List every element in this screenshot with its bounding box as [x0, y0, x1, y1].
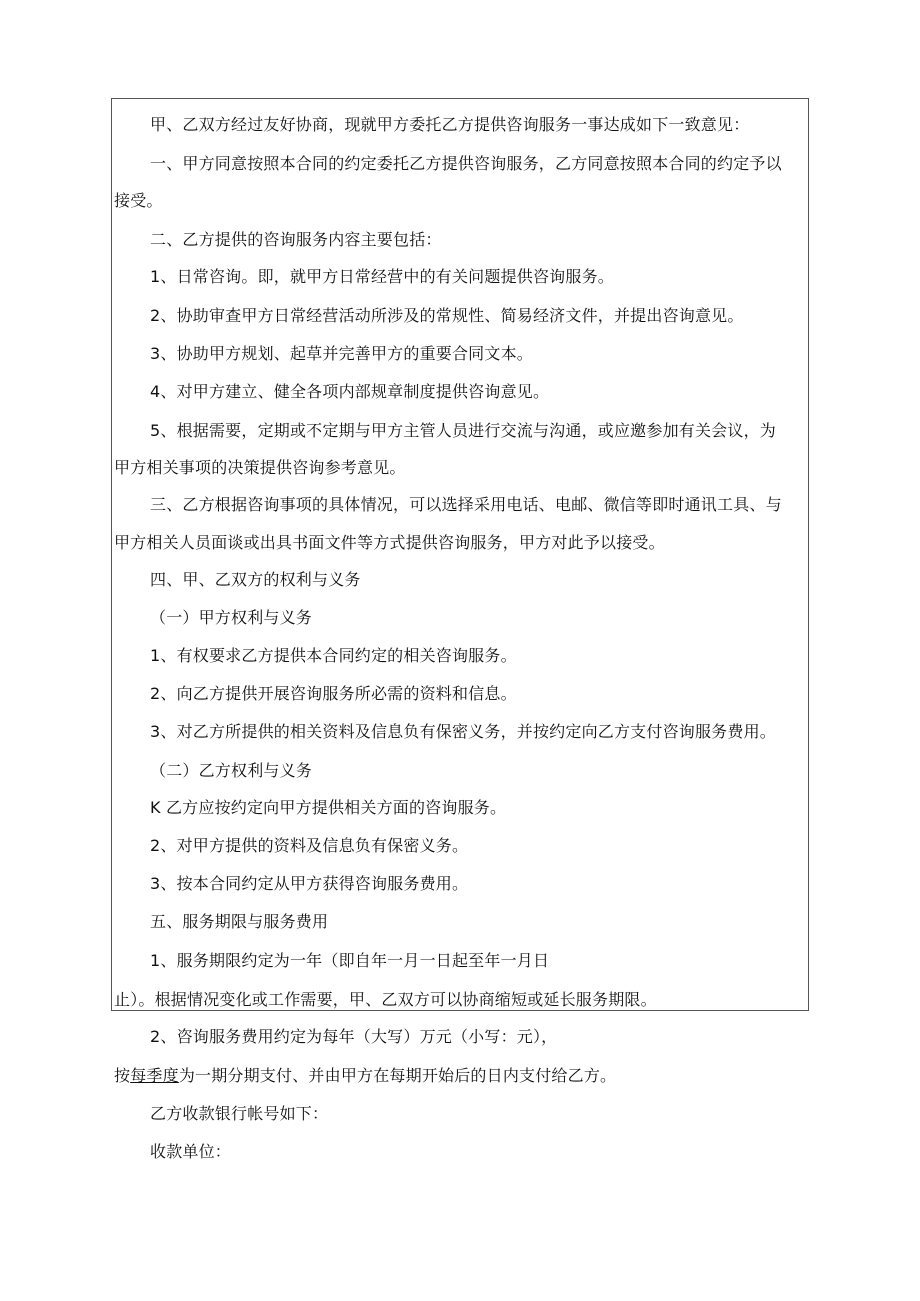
- clause-2-item-4: 4、对甲方建立、健全各项内部规章制度提供咨询意见。: [150, 382, 550, 401]
- payment-frequency-underlined: 每季度: [130, 1066, 179, 1085]
- clause-2-item-1: 1、日常咨询。即，就甲方日常经营中的有关问题提供咨询服务。: [150, 267, 614, 286]
- clause-5-item-1-line-2: 止）。根据情况变化或工作需要，甲、乙双方可以协商缩短或延长服务期限。: [114, 990, 657, 1009]
- payee-label: 收款单位：: [150, 1142, 232, 1161]
- clause-5-item-1-line-1: 1、服务期限约定为一年（即自年一月一日起至年一月日: [150, 951, 550, 970]
- party-a-item-1: 1、有权要求乙方提供本合同约定的相关咨询服务。: [150, 646, 517, 665]
- party-a-item-2: 2、向乙方提供开展咨询服务所必需的资料和信息。: [150, 684, 517, 703]
- clause-5-item-2-line-2: [114, 1066, 616, 1086]
- payment-suffix: 为一期分期支付、并由甲方在每期开始后的日内支付给乙方。: [178, 1066, 617, 1085]
- party-b-item-2: 2、对甲方提供的资料及信息负有保密义务。: [150, 836, 469, 855]
- clause-4-heading: 四、甲、乙双方的权利与义务: [150, 570, 361, 589]
- clause-2-item-5-line-1: 5、根据需要，定期或不定期与甲方主管人员进行交流与沟通，或应邀参加有关会议，为: [150, 421, 776, 440]
- clause-1-line-2: 接受。: [114, 191, 163, 210]
- clause-2-item-3: 3、协助甲方规划、起草并完善甲方的重要合同文本。: [150, 344, 533, 363]
- clause-2-item-2: 2、协助审查甲方日常经营活动所涉及的常规性、简易经济文件，并提出咨询意见。: [150, 306, 744, 325]
- clause-5-heading: 五、服务期限与服务费用: [150, 912, 329, 931]
- clause-3-line-2: 甲方相关人员面谈或出具书面文件等方式提供咨询服务，甲方对此予以接受。: [114, 533, 665, 552]
- clause-1-line-1: 一、甲方同意按照本合同的约定委托乙方提供咨询服务，乙方同意按照本合同的约定予以: [150, 154, 782, 173]
- clause-3-line-1: 三、乙方根据咨询事项的具体情况，可以选择采用电话、电邮、微信等即时通讯工具、与: [150, 495, 782, 514]
- intro-paragraph: 甲、乙双方经过友好协商，现就甲方委托乙方提供咨询服务一事达成如下一致意见：: [150, 115, 750, 134]
- party-b-item-3: 3、按本合同约定从甲方获得咨询服务费用。: [150, 874, 469, 893]
- clause-5-item-2-line-1: 2、咨询服务费用约定为每年（大写）万元（小写：元），: [150, 1027, 558, 1046]
- payment-prefix: 按: [114, 1066, 131, 1085]
- clause-2-heading: 二、乙方提供的咨询服务内容主要包括：: [150, 230, 442, 249]
- party-a-heading: （一）甲方权利与义务: [150, 608, 313, 627]
- party-b-heading: （二）乙方权利与义务: [150, 761, 313, 780]
- party-b-item-1: K 乙方应按约定向甲方提供相关方面的咨询服务。: [150, 798, 507, 817]
- party-a-item-3: 3、对乙方所提供的相关资料及信息负有保密义务，并按约定向乙方支付咨询服务费用。: [150, 722, 776, 741]
- bank-account-heading: 乙方收款银行帐号如下：: [150, 1104, 329, 1123]
- clause-2-item-5-line-2: 甲方相关事项的决策提供咨询参考意见。: [114, 458, 406, 477]
